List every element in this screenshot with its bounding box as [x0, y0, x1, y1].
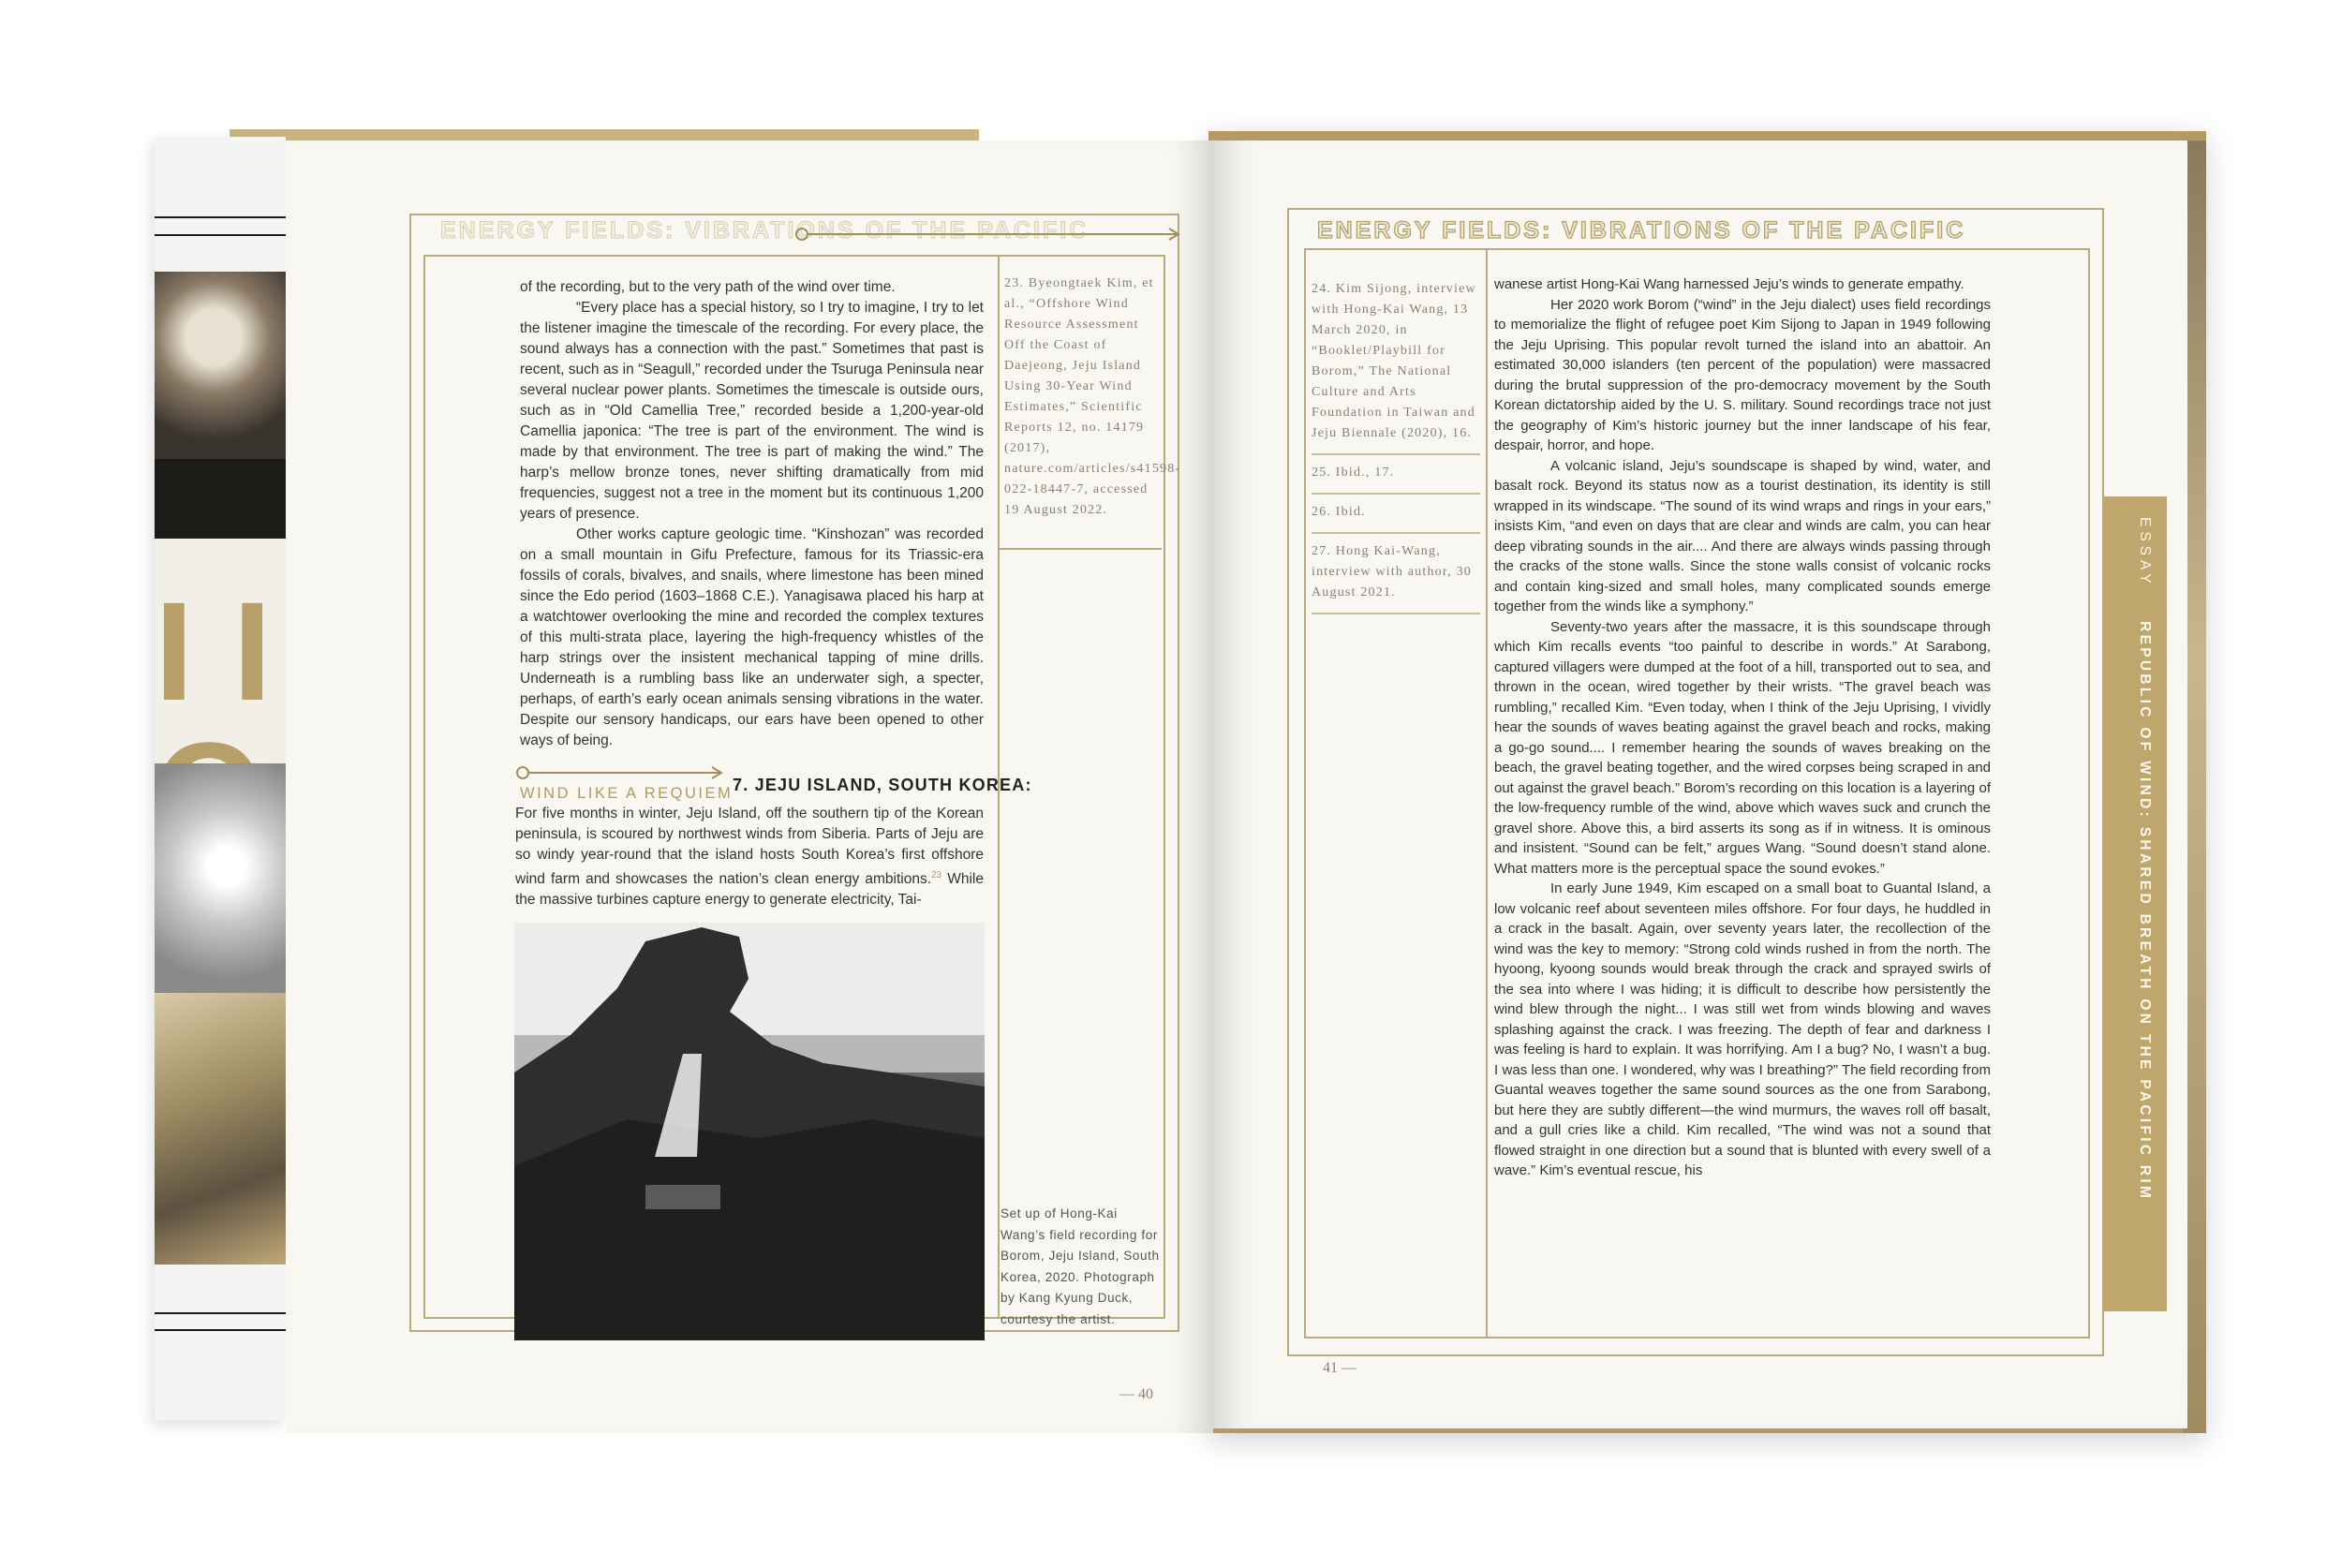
section-arrow-icon [515, 763, 731, 782]
section-body-tail: While the massive turbines capture energy to generate electricity, Tai- [515, 871, 984, 909]
page-rule [155, 234, 286, 236]
paragraph [515, 804, 984, 910]
footnote-marker: 23 [931, 870, 942, 880]
paragraph: A volcanic island, Jeju’s soundscape is shaped by wind, water, and basalt rock. Beyond its status now as a tourist destination, its identity is still wrapped in its windscape. “The sound of its wind wraps and rings in your ears,” insists Kim, “and even on days that are clear and winds are calm, you can hear deep vibrating sounds in the air.... And there are always winds passing through the cracks of the stone walls. Since the stone walls consist of volcanic rocks and contain king-sized and small holes, many complicated sounds emerge together from the winds like a symphony.” [1494, 457, 1991, 614]
paragraph: “Every place has a special history, so I try to imagine, I try to let the listener imagine the timescale of the recording. For every place, the sound always has a connection with the past.” Sometimes that past is recent, such as in “Seagull,” recorded under the Tsuruga Peninsula near several nuclear power plants. Sometimes the timescale is outside ours, such as in “Old Camellia Tree,” recorded beside a 1,200-year-old Camellia japonica: “The tree is part of the environment. The wind is made by that environment. The tree is part of making the wind.” The harp’s mellow bronze tones, never shifting dramatically from mid frequencies, suggest not a tree in the moment but its continuous 1,200 years of presence. [520, 300, 984, 522]
photo-rock-scene [514, 923, 985, 1340]
notes-column-divider [1486, 248, 1488, 1337]
notes-rule [998, 548, 1162, 550]
paragraph: Other works capture geologic time. “Kinshozan” was recorded on a small mountain in Gifu Prefecture, famous for its Triassic-era fossils of corals, bivalves, and snails, where limestone has been mined since the Edo period (1603–1868 C.E.). Yanagisawa placed his harp at a watchtower overlooking the mine and recorded the complex textures of this multi-strata place, layering the high-frequency whistles of the harp strings over the insistent mechanical tapping of mine drills. Underneath is a rumbling bass like an underwater sigh, a specter, perhaps, of earth’s early ocean animals sensing vibrations in the water. Despite our sensory handicaps, our ears have been opened to other ways of being. [520, 526, 984, 748]
page-rule [155, 216, 286, 218]
section-body-text [515, 804, 984, 910]
paragraph: Her 2020 work Borom (“wind” in the Jeju dialect) uses field recordings to memorialize the flight of refugee poet Kim Sijong to Japan in 1949 following the Jeju Uprising. This popular revolt turned the island into an abattoir. An estimated 30,000 islanders (ten percent of the population) were massacred during the brutal suppression of the pro-democracy movement by the South Korean dictatorship aided by the U. S. military. Sound recordings trace not just the geography of Kim’s historic journey but the inner landscape of his fear, despair, horror, and hope. [1494, 296, 1991, 453]
page-header-right: ENERGY FIELDS: VIBRATIONS OF THE PACIFIC [1317, 217, 1966, 244]
thumbnail-woodblock-print [155, 993, 286, 1265]
section-title: 7. JEJU ISLAND, SOUTH KOREA: [733, 776, 1032, 794]
paragraph: wanese artist Hong-Kai Wang harnessed Jeju’s winds to generate empathy. [1494, 276, 1964, 292]
paragraph: of the recording, but to the very path of the wind over time. [520, 279, 896, 295]
right-body-text [1494, 274, 1991, 1181]
paragraph: In early June 1949, Kim escaped on a small boat to Guantal Island, a low volcanic reef about seventeen miles offshore. For four days, he huddled in a crack in the basalt. Again, over seventy years later, the recollection of the wind was the key to memory: “Strong cold winds rushed in from the north. The hyoong, kyoong sounds would break through the crack and sprayed swirls of the sea into where I was hiding; it is difficult to describe how persistently the wind blew through the night... I was still wet from winds blowing and waves splashing against the crack. I was freezing. The depth of fear and darkness I was feeling is hard to explain. It was horrifying. Am I a bug? No, I wasn’t a bug. I was less than one. I wondered, why was I breathing?” The field recording from Guantal weaves together the same sound sources as the one from Sarabong, but here they are subtly different—the wind murmurs, the waves roll off basalt, and a gull cries like a child. Kim recalled, “The wind was not a sound that flowed straight in one direction but a sound that is blunted with every swell of a wave.” Kim’s eventual rescue, his [1494, 880, 1991, 1178]
right-notes-column [1312, 272, 1480, 614]
footnote-27: 27. Hong Kai-Wang, interview with author, 30 August 2021. [1312, 534, 1480, 614]
thumbnail-graphic-letters [155, 539, 286, 763]
page-number-left: — 40 [1119, 1386, 1153, 1402]
footnote-26: 26. Ibid. [1312, 495, 1480, 534]
decorative-lettering: I I [155, 581, 273, 730]
photo-caption: Set up of Hong-Kai Wang’s field recording for Borom, Jeju Island, South Korea, 2020. Photograph by Kang Kyung Duck, courtesy the artist. [1001, 1206, 1160, 1326]
footnote-24: 24. Kim Sijong, interview with Hong-Kai Wang, 13 March 2020, in “Booklet/Playbill for Borom,” The National Culture and Arts Foundation in Taiwan and Jeju Biennale (2020), 16. [1312, 272, 1480, 455]
page-header-left: ENERGY FIELDS: VIBRATIONS OF THE PACIFIC [440, 217, 1089, 244]
footnote-25: 25. Ibid., 17. [1312, 455, 1480, 495]
paragraph: Seventy-two years after the massacre, it is this soundscape through which Kim recalls events “too painful to describe in words.” At Sarabong, captured villagers were dumped at the foot of a hill, transported out to sea, and thrown in the ocean, wired together by their wrists. “The gravel beach was rumbling,” recalled Kim. “Even today, when I think of the Jeju Uprising, I vividly hear the sounds of waves beating against the gravel beach and rocks, making a go-go sound.... I remember hearing the sounds of waves breaking on the beach, the gravel beating together, and the wired corpses being scraped in and out against the gravel beach.” Borom’s recording on this location is a layering of the low-frequency rumble of the wind, above which waves suck and crunch the gravel shore. Above this, a bird asserts its song as if in witness. It is ominous and insistent. “Sound can be felt,” argues Wang. “Sound doesn’t stand alone. What matters more is the perceptual space the sound evokes.” [1494, 618, 1991, 877]
section-body: For five months in winter, Jeju Island, off the southern tip of the Korean peninsula, is scoured by northwest winds from Siberia. Parts of Jeju are so windy year-round that the island hosts South Korea’s first offshore wind farm and showcases the nation’s clean energy ambitions. [515, 806, 984, 888]
arrow-rule-icon [794, 225, 1188, 244]
field-recording-photo [514, 923, 985, 1340]
side-tab-text [2130, 517, 2153, 1285]
footnote-23: 23. Byeongtaek Kim, et al., “Offshore Wind Resource Assessment Off the Coast of Daejeong, Jeju Island Using 30-Year Wind Estimates,” Scientific Reports 12, no. 14179 (2017), nature.com/articles/s41598-022-18447-7, accessed 19 August 2022. [1004, 276, 1181, 517]
page-rule [155, 1329, 286, 1331]
side-tab-label: ESSAY [2137, 517, 2153, 588]
left-body-text [520, 277, 984, 751]
thumbnail-dark-band [155, 459, 286, 539]
section-label: WIND LIKE A REQUIEM [520, 785, 734, 802]
side-tab-title: REPUBLIC OF WIND: SHARED BREATH ON THE PACIFIC RIM [2137, 621, 2153, 1202]
page-number-right: 41 — [1323, 1360, 1356, 1376]
page-rule [155, 1312, 286, 1314]
thumbnail-crater [155, 763, 286, 993]
thumbnail-mushroom-cloud [155, 272, 286, 459]
